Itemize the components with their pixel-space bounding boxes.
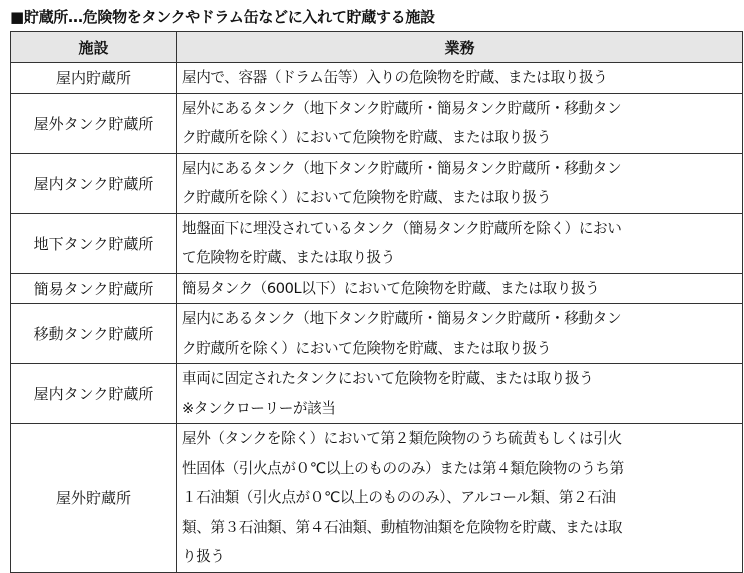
duty-cell	[177, 93, 743, 153]
facility-cell: 簡易タンク貯蔵所	[11, 273, 177, 304]
facility-table	[10, 31, 743, 573]
duty-line: ク貯蔵所を除く）において危険物を貯蔵、または取り扱う	[182, 339, 552, 357]
table-row	[11, 93, 743, 153]
facility-cell: 地下タンク貯蔵所	[11, 213, 177, 273]
duty-line: 類、第３石油類、第４石油類、動植物油類を危険物を貯蔵、または取	[182, 518, 623, 536]
facility-cell: 屋内タンク貯蔵所	[11, 153, 177, 213]
facility-cell: 屋内貯蔵所	[11, 63, 177, 94]
duty-cell	[177, 304, 743, 364]
table-header-row	[11, 32, 743, 63]
duty-line: １石油類（引火点が０℃以上のもののみ）、アルコール類、第２石油	[182, 489, 616, 506]
facility-cell: 移動タンク貯蔵所	[11, 304, 177, 364]
duty-cell	[177, 153, 743, 213]
duty-line: 性固体（引火点が０℃以上のもののみ）または第４類危険物のうち第	[182, 459, 624, 477]
table-row	[11, 63, 743, 94]
header-duty: 業務	[177, 32, 743, 63]
duty-cell	[177, 213, 743, 273]
duty-line: 屋外にあるタンク（地下タンク貯蔵所・簡易タンク貯蔵所・移動タン	[182, 99, 622, 117]
duty-line: ※タンクローリーが該当	[182, 399, 336, 417]
table-row	[11, 153, 743, 213]
duty-line: ク貯蔵所を除く）において危険物を貯蔵、または取り扱う	[182, 129, 552, 146]
facility-cell: 屋外貯蔵所	[11, 424, 177, 573]
duty-line: り扱う	[182, 548, 225, 565]
duty-line: 地盤面下に埋没されているタンク（簡易タンク貯蔵所を除く）におい	[182, 219, 622, 237]
duty-cell	[177, 364, 743, 424]
table-row	[11, 364, 743, 424]
duty-cell	[177, 63, 743, 94]
duty-cell	[177, 424, 743, 573]
duty-line: 簡易タンク（600L以下）において危険物を貯蔵、または取り扱う	[182, 279, 600, 297]
table-row	[11, 424, 743, 573]
duty-line: 屋内で、容器（ドラム缶等）入りの危険物を貯蔵、または取り扱う	[182, 69, 608, 86]
duty-line: 車両に固定されたタンクにおいて危険物を貯蔵、または取り扱う	[182, 370, 594, 387]
facility-cell: 屋外タンク貯蔵所	[11, 93, 177, 153]
duty-cell	[177, 273, 743, 304]
duty-line: ク貯蔵所を除く）において危険物を貯蔵、または取り扱う	[182, 189, 552, 206]
document-title: ■貯蔵所…危険物をタンクやドラム缶などに入れて貯蔵する施設	[10, 8, 435, 26]
duty-line: 屋内にあるタンク（地下タンク貯蔵所・簡易タンク貯蔵所・移動タン	[182, 159, 622, 177]
table-row	[11, 304, 743, 364]
duty-line: 屋内にあるタンク（地下タンク貯蔵所・簡易タンク貯蔵所・移動タン	[182, 310, 622, 327]
duty-line: て危険物を貯蔵、または取り扱う	[182, 249, 395, 266]
duty-line: 屋外（タンクを除く）において第２類危険物のうち硫黄もしくは引火	[182, 430, 622, 447]
header-facility: 施設	[11, 32, 177, 63]
facility-cell: 屋内タンク貯蔵所	[11, 364, 177, 424]
table-row	[11, 213, 743, 273]
table-row	[11, 273, 743, 304]
